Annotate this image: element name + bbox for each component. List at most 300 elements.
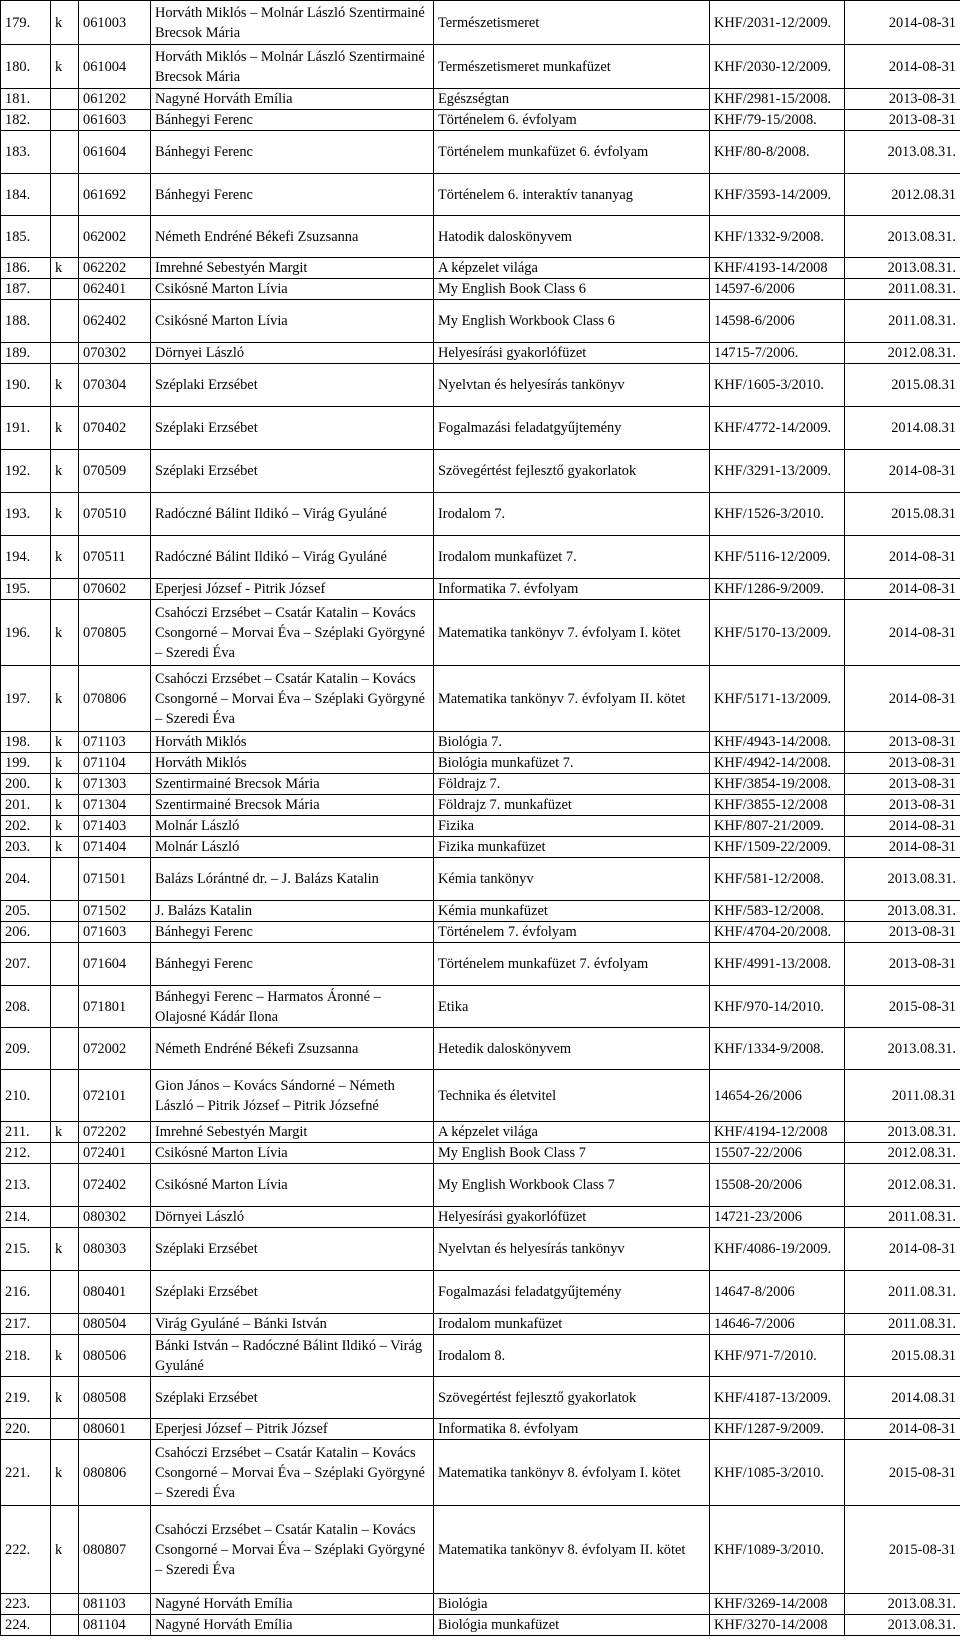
authors-cell: Széplaki Erzsébet <box>151 1271 434 1314</box>
validity-date: 2013.08.31. <box>845 216 960 258</box>
book-code: 080303 <box>79 1228 151 1271</box>
table-row <box>1 89 960 110</box>
validity-date: 2015-08-31 <box>845 1440 960 1506</box>
book-code: 081103 <box>79 1594 151 1615</box>
validity-date: 2012.08.31. <box>845 343 960 364</box>
title-cell: My English Book Class 6 <box>434 279 710 300</box>
title-cell: Biológia <box>434 1594 710 1615</box>
approval-number: 14721-23/2006 <box>710 1207 845 1228</box>
row-mark <box>51 1028 79 1070</box>
row-number: 210. <box>1 1070 51 1122</box>
book-code: 070302 <box>79 343 151 364</box>
title-cell: Etika <box>434 986 710 1028</box>
table-row <box>1 732 960 753</box>
title-cell: Biológia munkafüzet 7. <box>434 753 710 774</box>
row-number: 180. <box>1 45 51 89</box>
title-cell: Biológia 7. <box>434 732 710 753</box>
table-body <box>1 1 960 1636</box>
row-mark: k <box>51 1506 79 1594</box>
title-cell: Irodalom 8. <box>434 1335 710 1377</box>
validity-date: 2013-08-31 <box>845 732 960 753</box>
title-cell: Hatodik daloskönyvem <box>434 216 710 258</box>
validity-date: 2011.08.31. <box>845 300 960 343</box>
validity-date: 2013.08.31. <box>845 858 960 901</box>
book-code: 071501 <box>79 858 151 901</box>
row-number: 196. <box>1 600 51 666</box>
row-mark: k <box>51 600 79 666</box>
book-code: 070806 <box>79 666 151 732</box>
validity-date: 2011.08.31. <box>845 1271 960 1314</box>
validity-date: 2013.08.31. <box>845 1615 960 1636</box>
row-number: 202. <box>1 816 51 837</box>
row-number: 204. <box>1 858 51 901</box>
row-number: 209. <box>1 1028 51 1070</box>
authors-cell: Széplaki Erzsébet <box>151 1228 434 1271</box>
row-mark <box>51 1164 79 1207</box>
table-row <box>1 922 960 943</box>
title-cell: Informatika 8. évfolyam <box>434 1419 710 1440</box>
authors-cell: Bánhegyi Ferenc <box>151 174 434 216</box>
approval-number: KHF/79-15/2008. <box>710 110 845 131</box>
authors-cell: Gion János – Kovács Sándorné – Németh László – Pitrik József – Pitrik Józsefné <box>151 1070 434 1122</box>
title-cell: Irodalom munkafüzet 7. <box>434 536 710 579</box>
validity-date: 2015-08-31 <box>845 986 960 1028</box>
row-number: 207. <box>1 943 51 986</box>
row-mark <box>51 1314 79 1335</box>
book-code: 071304 <box>79 795 151 816</box>
table-row <box>1 1070 960 1122</box>
row-number: 213. <box>1 1164 51 1207</box>
approval-number: 14598-6/2006 <box>710 300 845 343</box>
approval-number: KHF/4704-20/2008. <box>710 922 845 943</box>
row-number: 224. <box>1 1615 51 1636</box>
row-mark: k <box>51 774 79 795</box>
table-row <box>1 666 960 732</box>
validity-date: 2013-08-31 <box>845 922 960 943</box>
approval-number: KHF/3291-13/2009. <box>710 450 845 493</box>
table-row <box>1 816 960 837</box>
title-cell: Nyelvtan és helyesírás tankönyv <box>434 364 710 407</box>
row-mark: k <box>51 816 79 837</box>
book-code: 080302 <box>79 1207 151 1228</box>
authors-cell: Balázs Lórántné dr. – J. Balázs Katalin <box>151 858 434 901</box>
title-cell: Matematika tankönyv 8. évfolyam II. kötet <box>434 1506 710 1594</box>
table-row <box>1 1506 960 1594</box>
row-number: 215. <box>1 1228 51 1271</box>
authors-cell: Molnár László <box>151 816 434 837</box>
validity-date: 2014-08-31 <box>845 536 960 579</box>
book-code: 061004 <box>79 45 151 89</box>
validity-date: 2015.08.31 <box>845 364 960 407</box>
book-code: 080508 <box>79 1377 151 1419</box>
row-number: 220. <box>1 1419 51 1440</box>
book-code: 071404 <box>79 837 151 858</box>
book-code: 071604 <box>79 943 151 986</box>
row-number: 190. <box>1 364 51 407</box>
table-row <box>1 837 960 858</box>
authors-cell: Horváth Miklós <box>151 732 434 753</box>
table-row <box>1 753 960 774</box>
title-cell: Fizika munkafüzet <box>434 837 710 858</box>
table-row <box>1 858 960 901</box>
approval-number: KHF/1605-3/2010. <box>710 364 845 407</box>
row-mark <box>51 131 79 174</box>
book-code: 061604 <box>79 131 151 174</box>
row-mark <box>51 1070 79 1122</box>
table-row <box>1 131 960 174</box>
authors-cell: Németh Endréné Békefi Zsuzsanna <box>151 216 434 258</box>
table-row <box>1 1207 960 1228</box>
title-cell: Földrajz 7. <box>434 774 710 795</box>
row-number: 193. <box>1 493 51 536</box>
authors-cell: Csahóczi Erzsébet – Csatár Katalin – Kovács Csongorné – Morvai Éva – Széplaki Györgyné – Szeredi Éva <box>151 666 434 732</box>
book-code: 071801 <box>79 986 151 1028</box>
approval-number: KHF/80-8/2008. <box>710 131 845 174</box>
book-code: 071502 <box>79 901 151 922</box>
row-mark: k <box>51 1228 79 1271</box>
row-mark <box>51 300 79 343</box>
row-number: 186. <box>1 258 51 279</box>
approval-number: KHF/4086-19/2009. <box>710 1228 845 1271</box>
book-code: 070602 <box>79 579 151 600</box>
book-code: 070805 <box>79 600 151 666</box>
title-cell: Szövegértést fejlesztő gyakorlatok <box>434 1377 710 1419</box>
validity-date: 2013.08.31. <box>845 901 960 922</box>
row-number: 218. <box>1 1335 51 1377</box>
table-row <box>1 1335 960 1377</box>
book-code: 062402 <box>79 300 151 343</box>
authors-cell: Csikósné Marton Lívia <box>151 279 434 300</box>
row-number: 191. <box>1 407 51 450</box>
row-mark <box>51 110 79 131</box>
row-mark: k <box>51 1440 79 1506</box>
table-row <box>1 579 960 600</box>
row-mark: k <box>51 1377 79 1419</box>
row-mark <box>51 1143 79 1164</box>
book-code: 072101 <box>79 1070 151 1122</box>
row-mark <box>51 343 79 364</box>
authors-cell: Csikósné Marton Lívia <box>151 1143 434 1164</box>
book-code: 061692 <box>79 174 151 216</box>
authors-cell: Széplaki Erzsébet <box>151 1377 434 1419</box>
row-mark: k <box>51 493 79 536</box>
approval-number: KHF/581-12/2008. <box>710 858 845 901</box>
row-mark <box>51 1271 79 1314</box>
book-code: 061603 <box>79 110 151 131</box>
authors-cell: Csikósné Marton Lívia <box>151 300 434 343</box>
book-code: 080601 <box>79 1419 151 1440</box>
row-mark <box>51 1419 79 1440</box>
row-number: 194. <box>1 536 51 579</box>
row-number: 187. <box>1 279 51 300</box>
authors-cell: Dörnyei László <box>151 343 434 364</box>
book-code: 062401 <box>79 279 151 300</box>
row-number: 214. <box>1 1207 51 1228</box>
book-code: 061202 <box>79 89 151 110</box>
row-mark: k <box>51 45 79 89</box>
authors-cell: Horváth Miklós – Molnár László Szentirmainé Brecsok Mária <box>151 45 434 89</box>
book-code: 081104 <box>79 1615 151 1636</box>
table-row <box>1 901 960 922</box>
validity-date: 2011.08.31 <box>845 1070 960 1122</box>
validity-date: 2014-08-31 <box>845 816 960 837</box>
row-number: 219. <box>1 1377 51 1419</box>
title-cell: Természetismeret <box>434 1 710 45</box>
row-number: 217. <box>1 1314 51 1335</box>
row-mark <box>51 89 79 110</box>
title-cell: My English Book Class 7 <box>434 1143 710 1164</box>
title-cell: Fizika <box>434 816 710 837</box>
table-row <box>1 1594 960 1615</box>
row-mark: k <box>51 1335 79 1377</box>
title-cell: A képzelet világa <box>434 1122 710 1143</box>
row-number: 198. <box>1 732 51 753</box>
book-code: 062202 <box>79 258 151 279</box>
authors-cell: Bánhegyi Ferenc – Harmatos Áronné – Olajosné Kádár Ilona <box>151 986 434 1028</box>
authors-cell: Horváth Miklós <box>151 753 434 774</box>
row-number: 181. <box>1 89 51 110</box>
row-mark <box>51 279 79 300</box>
authors-cell: Bánhegyi Ferenc <box>151 922 434 943</box>
book-code: 080401 <box>79 1271 151 1314</box>
row-mark <box>51 986 79 1028</box>
title-cell: A képzelet világa <box>434 258 710 279</box>
approval-number: 15507-22/2006 <box>710 1143 845 1164</box>
authors-cell: Nagyné Horváth Emília <box>151 1615 434 1636</box>
book-code: 070402 <box>79 407 151 450</box>
approval-number: KHF/1526-3/2010. <box>710 493 845 536</box>
row-mark <box>51 1615 79 1636</box>
row-number: 188. <box>1 300 51 343</box>
title-cell: Informatika 7. évfolyam <box>434 579 710 600</box>
approval-number: KHF/5116-12/2009. <box>710 536 845 579</box>
authors-cell: Eperjesi József – Pitrik József <box>151 1419 434 1440</box>
approval-number: KHF/1334-9/2008. <box>710 1028 845 1070</box>
approval-number: KHF/2031-12/2009. <box>710 1 845 45</box>
approval-number: KHF/1287-9/2009. <box>710 1419 845 1440</box>
book-code: 070511 <box>79 536 151 579</box>
approval-number: 15508-20/2006 <box>710 1164 845 1207</box>
approval-number: 14597-6/2006 <box>710 279 845 300</box>
authors-cell: Bánhegyi Ferenc <box>151 943 434 986</box>
row-mark <box>51 1207 79 1228</box>
approval-number: KHF/807-21/2009. <box>710 816 845 837</box>
validity-date: 2014-08-31 <box>845 579 960 600</box>
authors-cell: Imrehné Sebestyén Margit <box>151 1122 434 1143</box>
table-row <box>1 1 960 45</box>
approval-number: KHF/4193-14/2008 <box>710 258 845 279</box>
book-code: 080806 <box>79 1440 151 1506</box>
approval-number: 14647-8/2006 <box>710 1271 845 1314</box>
table-row <box>1 407 960 450</box>
table-row <box>1 536 960 579</box>
authors-cell: Széplaki Erzsébet <box>151 364 434 407</box>
approval-number: KHF/970-14/2010. <box>710 986 845 1028</box>
approval-number: KHF/971-7/2010. <box>710 1335 845 1377</box>
approval-number: KHF/3593-14/2009. <box>710 174 845 216</box>
approval-number: KHF/2981-15/2008. <box>710 89 845 110</box>
table-row <box>1 1228 960 1271</box>
table-row <box>1 279 960 300</box>
title-cell: Helyesírási gyakorlófüzet <box>434 343 710 364</box>
table-row <box>1 1028 960 1070</box>
row-number: 201. <box>1 795 51 816</box>
validity-date: 2013-08-31 <box>845 795 960 816</box>
authors-cell: Nagyné Horváth Emília <box>151 89 434 110</box>
authors-cell: Szentirmainé Brecsok Mária <box>151 774 434 795</box>
title-cell: Kémia tankönyv <box>434 858 710 901</box>
validity-date: 2011.08.31. <box>845 279 960 300</box>
title-cell: Fogalmazási feladatgyűjtemény <box>434 407 710 450</box>
approval-number: 14654-26/2006 <box>710 1070 845 1122</box>
row-number: 211. <box>1 1122 51 1143</box>
book-code: 080807 <box>79 1506 151 1594</box>
approval-number: KHF/1509-22/2009. <box>710 837 845 858</box>
table-row <box>1 110 960 131</box>
approval-number: KHF/1089-3/2010. <box>710 1506 845 1594</box>
row-mark: k <box>51 407 79 450</box>
row-mark: k <box>51 1 79 45</box>
approval-number: KHF/5171-13/2009. <box>710 666 845 732</box>
validity-date: 2013.08.31. <box>845 1028 960 1070</box>
validity-date: 2012.08.31. <box>845 1143 960 1164</box>
authors-cell: J. Balázs Katalin <box>151 901 434 922</box>
authors-cell: Bánhegyi Ferenc <box>151 110 434 131</box>
row-number: 222. <box>1 1506 51 1594</box>
row-mark <box>51 858 79 901</box>
validity-date: 2012.08.31. <box>845 1164 960 1207</box>
approval-number: KHF/4194-12/2008 <box>710 1122 845 1143</box>
validity-date: 2014-08-31 <box>845 450 960 493</box>
table-row <box>1 1419 960 1440</box>
table-row <box>1 1377 960 1419</box>
authors-cell: Eperjesi József - Pitrik József <box>151 579 434 600</box>
row-number: 216. <box>1 1271 51 1314</box>
table-row <box>1 493 960 536</box>
row-number: 206. <box>1 922 51 943</box>
book-code: 061003 <box>79 1 151 45</box>
authors-cell: Bánki István – Radóczné Bálint Ildikó – Virág Gyuláné <box>151 1335 434 1377</box>
validity-date: 2013.08.31. <box>845 131 960 174</box>
validity-date: 2015-08-31 <box>845 1506 960 1594</box>
row-number: 184. <box>1 174 51 216</box>
title-cell: Irodalom 7. <box>434 493 710 536</box>
authors-cell: Németh Endréné Békefi Zsuzsanna <box>151 1028 434 1070</box>
approval-number: KHF/3269-14/2008 <box>710 1594 845 1615</box>
approval-number: KHF/1332-9/2008. <box>710 216 845 258</box>
validity-date: 2014-08-31 <box>845 1228 960 1271</box>
authors-cell: Virág Gyuláné – Bánki István <box>151 1314 434 1335</box>
table-row <box>1 258 960 279</box>
row-mark <box>51 216 79 258</box>
row-number: 189. <box>1 343 51 364</box>
row-mark: k <box>51 536 79 579</box>
book-code: 072402 <box>79 1164 151 1207</box>
row-number: 192. <box>1 450 51 493</box>
table-row <box>1 343 960 364</box>
table-row <box>1 1122 960 1143</box>
authors-cell: Molnár László <box>151 837 434 858</box>
table-row <box>1 1440 960 1506</box>
row-number: 197. <box>1 666 51 732</box>
book-code: 072202 <box>79 1122 151 1143</box>
validity-date: 2013.08.31. <box>845 1594 960 1615</box>
table-row <box>1 45 960 89</box>
validity-date: 2014-08-31 <box>845 600 960 666</box>
title-cell: Természetismeret munkafüzet <box>434 45 710 89</box>
approval-number: KHF/4187-13/2009. <box>710 1377 845 1419</box>
book-code: 071104 <box>79 753 151 774</box>
authors-cell: Csahóczi Erzsébet – Csatár Katalin – Kovács Csongorné – Morvai Éva – Széplaki Györgyné – Szeredi Éva <box>151 1440 434 1506</box>
validity-date: 2014-08-31 <box>845 837 960 858</box>
row-mark: k <box>51 753 79 774</box>
authors-cell: Radóczné Bálint Ildikó – Virág Gyuláné <box>151 536 434 579</box>
validity-date: 2014-08-31 <box>845 1419 960 1440</box>
row-number: 223. <box>1 1594 51 1615</box>
row-mark: k <box>51 837 79 858</box>
row-number: 195. <box>1 579 51 600</box>
row-number: 212. <box>1 1143 51 1164</box>
title-cell: Matematika tankönyv 8. évfolyam I. kötet <box>434 1440 710 1506</box>
approval-number: KHF/3855-12/2008 <box>710 795 845 816</box>
validity-date: 2014-08-31 <box>845 666 960 732</box>
title-cell: Kémia munkafüzet <box>434 901 710 922</box>
book-code: 072401 <box>79 1143 151 1164</box>
row-number: 208. <box>1 986 51 1028</box>
approval-number: KHF/3854-19/2008. <box>710 774 845 795</box>
table-row <box>1 174 960 216</box>
validity-date: 2011.08.31. <box>845 1314 960 1335</box>
book-code: 080506 <box>79 1335 151 1377</box>
authors-cell: Horváth Miklós – Molnár László Szentirmainé Brecsok Mária <box>151 1 434 45</box>
approval-number: KHF/1085-3/2010. <box>710 1440 845 1506</box>
authors-cell: Radóczné Bálint Ildikó – Virág Gyuláné <box>151 493 434 536</box>
approval-number: KHF/4942-14/2008. <box>710 753 845 774</box>
title-cell: Matematika tankönyv 7. évfolyam I. kötet <box>434 600 710 666</box>
authors-cell: Széplaki Erzsébet <box>151 450 434 493</box>
title-cell: Helyesírási gyakorlófüzet <box>434 1207 710 1228</box>
row-mark <box>51 579 79 600</box>
authors-cell: Csahóczi Erzsébet – Csatár Katalin – Kovács Csongorné – Morvai Éva – Széplaki Györgyné – Szeredi Éva <box>151 600 434 666</box>
table-row <box>1 600 960 666</box>
table-row <box>1 986 960 1028</box>
row-mark <box>51 174 79 216</box>
validity-date: 2013-08-31 <box>845 753 960 774</box>
row-mark <box>51 922 79 943</box>
validity-date: 2013.08.31. <box>845 258 960 279</box>
row-number: 183. <box>1 131 51 174</box>
title-cell: Matematika tankönyv 7. évfolyam II. kötet <box>434 666 710 732</box>
book-code: 072002 <box>79 1028 151 1070</box>
row-mark: k <box>51 732 79 753</box>
validity-date: 2014.08.31 <box>845 407 960 450</box>
row-number: 203. <box>1 837 51 858</box>
table-row <box>1 300 960 343</box>
title-cell: Történelem 7. évfolyam <box>434 922 710 943</box>
approval-number: KHF/4943-14/2008. <box>710 732 845 753</box>
row-mark: k <box>51 364 79 407</box>
book-code: 070509 <box>79 450 151 493</box>
row-number: 205. <box>1 901 51 922</box>
title-cell: Technika és életvitel <box>434 1070 710 1122</box>
approval-number: KHF/5170-13/2009. <box>710 600 845 666</box>
validity-date: 2013-08-31 <box>845 110 960 131</box>
book-code: 070510 <box>79 493 151 536</box>
approval-number: 14646-7/2006 <box>710 1314 845 1335</box>
row-number: 179. <box>1 1 51 45</box>
authors-cell: Széplaki Erzsébet <box>151 407 434 450</box>
row-number: 185. <box>1 216 51 258</box>
